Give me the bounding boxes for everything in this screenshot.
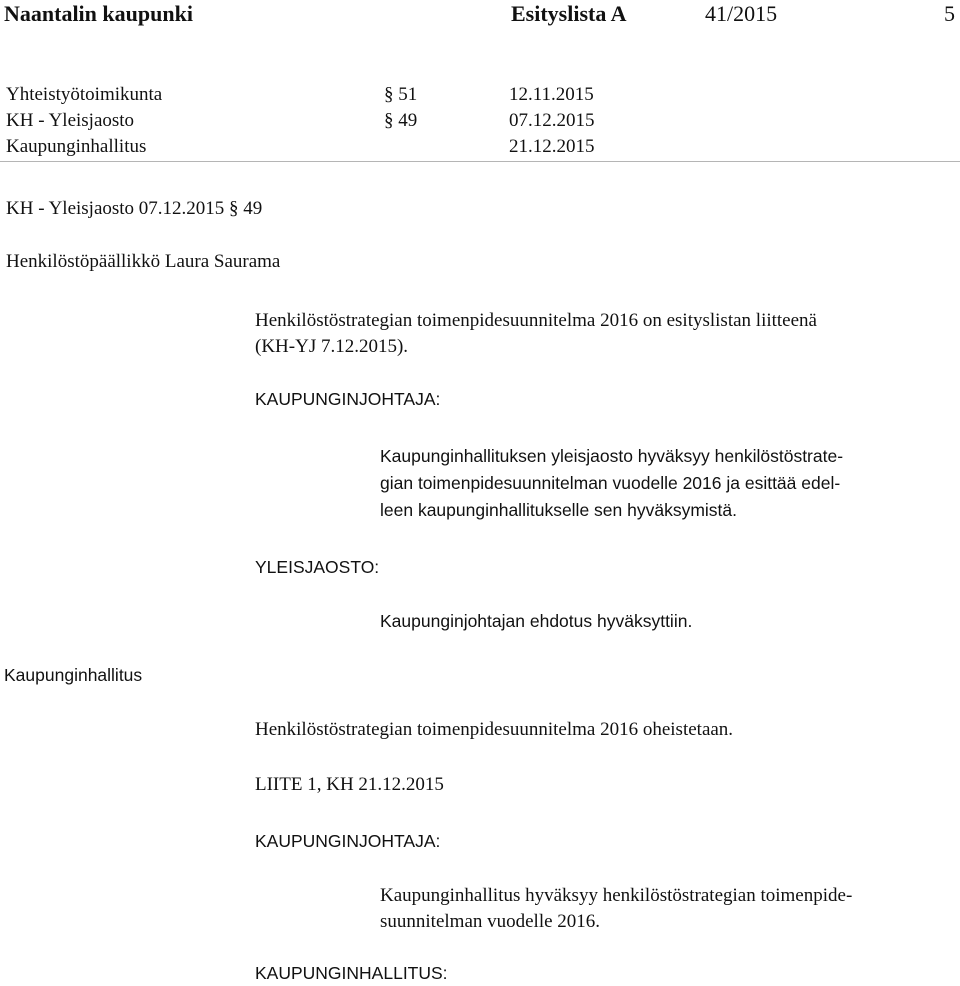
meeting-date: 12.11.2015 bbox=[509, 84, 594, 105]
meeting-date: 21.12.2015 bbox=[509, 136, 595, 157]
agenda-name: Esityslista A bbox=[511, 1, 627, 26]
decision-label: YLEISJAOSTO: bbox=[255, 557, 380, 577]
proposal-line: Kaupunginhallituksen yleisjaosto hyväksyy henkilöstöstrate- bbox=[380, 446, 844, 466]
attachment-reference: LIITE 1, KH 21.12.2015 bbox=[255, 774, 444, 795]
presenter: Henkilöstöpäällikkö Laura Saurama bbox=[6, 251, 281, 272]
meeting-date: 07.12.2015 bbox=[509, 110, 595, 131]
page-number: 5 bbox=[944, 1, 955, 26]
meeting-section: § 51 bbox=[384, 84, 418, 105]
meeting-body: KH - Yleisjaosto bbox=[6, 110, 135, 131]
intro-line: Henkilöstöstrategian toimenpidesuunnitelma 2016 on esityslistan liitteenä bbox=[255, 310, 817, 331]
proposal-line: gian toimenpidesuunnitelman vuodelle 2016 ja esittää edel- bbox=[380, 473, 841, 493]
section-heading: KH - Yleisjaosto 07.12.2015 § 49 bbox=[6, 198, 263, 219]
proposal-label: KAUPUNGINJOHTAJA: bbox=[255, 389, 441, 409]
intro-line: (KH-YJ 7.12.2015). bbox=[255, 336, 409, 357]
proposal-line: Kaupunginhallitus hyväksyy henkilöstöstrategian toimenpide- bbox=[380, 885, 853, 906]
meeting-body: Yhteistyötoimikunta bbox=[6, 84, 163, 105]
divider bbox=[0, 161, 960, 162]
proposal-label: KAUPUNGINJOHTAJA: bbox=[255, 831, 441, 851]
org-name: Naantalin kaupunki bbox=[4, 1, 193, 26]
proposal-line: leen kaupunginhallitukselle sen hyväksymistä. bbox=[380, 500, 738, 520]
section-text: Henkilöstöstrategian toimenpidesuunnitelma 2016 oheistetaan. bbox=[255, 719, 734, 740]
proposal-line: suunnitelman vuodelle 2016. bbox=[380, 911, 601, 932]
decision-text: Kaupunginjohtajan ehdotus hyväksyttiin. bbox=[380, 611, 693, 631]
meeting-section: § 49 bbox=[384, 110, 418, 131]
body-heading: Kaupunginhallitus bbox=[4, 665, 143, 685]
agenda-number: 41/2015 bbox=[705, 1, 778, 26]
meeting-body: Kaupunginhallitus bbox=[6, 136, 147, 157]
decision-label: KAUPUNGINHALLITUS: bbox=[255, 963, 448, 983]
